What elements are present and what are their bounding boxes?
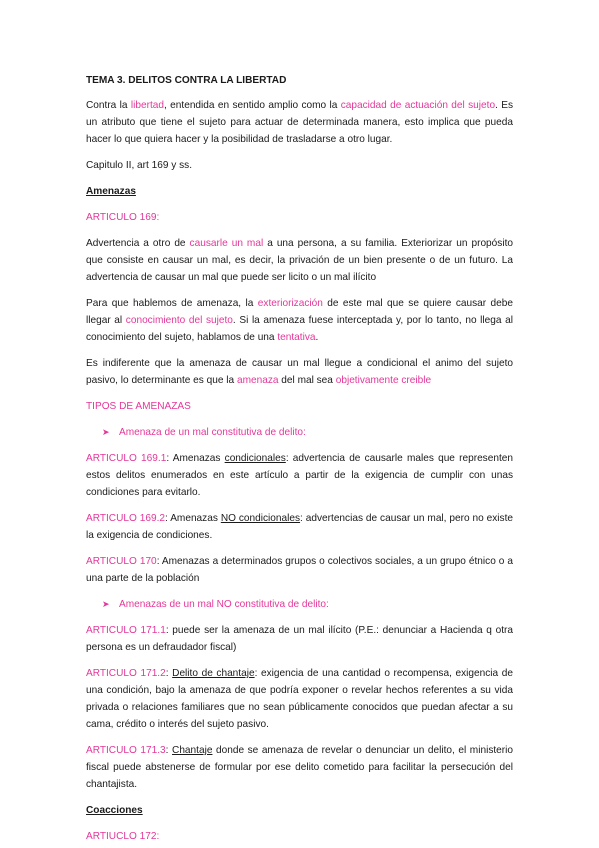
bullet-text: Amenaza de un mal constitutiva de delito:: [119, 427, 306, 438]
text: : exigencia de una cantidad o recompensa, exigencia de una condición, bajo la amenaza de que podría exponer o revelar hechos referentes a su vida privada o relaciones familiares que no sean públicamente conocidos que puedan afectar a su cama, crédito o interés del sujeto pasivo.: [86, 668, 513, 730]
text: : advertencia de causarle males que representen estos delitos enumerados en este artículo a partir de la exigencia de cumplir con unas condiciones para evitarlo.: [86, 453, 513, 498]
arrow-bullet-icon: ➤: [102, 427, 110, 437]
underlined-term: Delito de chantaje: [172, 668, 255, 679]
paragraph-art-169-2: [86, 510, 513, 544]
text: . Si la amenaza fuese interceptada y, por lo tanto, no llega al conocimiento del sujeto, hablamos de una: [86, 315, 513, 343]
text: de este mal que se quiere causar debe llegar al: [86, 298, 513, 326]
arrow-bullet-icon: ➤: [102, 599, 110, 609]
underlined-term: condicionales: [224, 453, 286, 464]
text: : advertencias de causar un mal, pero no existe la exigencia de condiciones.: [86, 513, 514, 541]
article-ref: ARTICULO 169.2: [86, 513, 166, 524]
text: Advertencia a otro de: [86, 238, 190, 249]
bullet-constitutiva: [86, 424, 513, 441]
text: . Es un atributo que tiene el sujeto para actuar de determinada manera, esto implica que pueda hacer lo que quiera hacer y la posibilidad de trasladarse a otro lugar.: [86, 100, 514, 145]
article-ref: ARTICULO 170: [86, 556, 157, 567]
keyword-libertad: libertad: [130, 100, 164, 111]
bullet-text: Amenazas de un mal NO constitutiva de delito:: [119, 599, 329, 610]
text: Es indiferente que la amenaza de causar un mal llegue a condicional el animo del sujeto pasivo, lo determinante es que la: [86, 358, 513, 386]
text: : Amenazas: [165, 513, 221, 524]
article-ref: ARTICULO 171.1: [86, 625, 166, 636]
paragraph-indiferente: [86, 355, 513, 389]
underlined-term: Chantaje: [172, 745, 213, 756]
document-title: TEMA 3. DELITOS CONTRA LA LIBERTAD: [86, 75, 287, 86]
paragraph-art-170: [86, 553, 513, 587]
text: .: [315, 332, 319, 343]
paragraph-advertencia: [86, 235, 513, 286]
paragraph-art-171-1: [86, 622, 513, 656]
article-172-label: ARTIUCLO 172:: [86, 831, 160, 842]
keyword-capacidad: capacidad de actuación del sujeto: [340, 100, 496, 111]
text: :: [165, 745, 173, 756]
article-ref: ARTICULO 169.1: [86, 453, 167, 464]
text: : puede ser la amenaza de un mal ilícito (P.E.: denunciar a Hacienda q otra persona es un defraudador fiscal): [86, 625, 513, 653]
intro-paragraph: [86, 97, 513, 148]
keyword-tentativa: tentativa: [277, 332, 316, 343]
text: a una persona, a su familia. Exteriorizar un propósito que consiste en causar un mal, es decir, la privación de un bien presente o de un futuro. La advertencia de causar un mal que puede ser licito o un mal ilícito: [86, 238, 513, 283]
article-169-label: ARTICULO 169:: [86, 212, 160, 223]
paragraph-art-171-2: [86, 665, 513, 733]
keyword-exteriorizacion: exteriorización: [257, 298, 323, 309]
keyword-causarle: causarle un mal: [189, 238, 264, 249]
text: : Amenazas: [166, 453, 225, 464]
article-ref: ARTICULO 171.3: [86, 745, 166, 756]
types-heading: TIPOS DE AMENAZAS: [86, 401, 191, 412]
text: donde se amenaza de revelar o denunciar un delito, el ministerio fiscal puede abstenerse de formular por ese delito cometido para facilitar la persecución del chantajista.: [86, 745, 513, 790]
paragraph-art-169-1: [86, 450, 513, 501]
keyword-objetivamente: objetivamente creible: [335, 375, 432, 386]
text: :: [165, 668, 173, 679]
paragraph-exteriorizacion: [86, 295, 513, 346]
underlined-term: NO condicionales: [220, 513, 301, 524]
text: Contra la: [86, 100, 131, 111]
text: , entendida en sentido amplio como la: [164, 100, 341, 111]
article-ref: ARTICULO 171.2: [86, 668, 166, 679]
text: Para que hablemos de amenaza, la: [86, 298, 258, 309]
keyword-conocimiento: conocimiento del sujeto: [125, 315, 233, 326]
text: del mal sea: [278, 375, 336, 386]
keyword-amenaza: amenaza: [236, 375, 279, 386]
bullet-no-constitutiva: [86, 596, 513, 613]
chapter-reference: Capitulo II, art 169 y ss.: [86, 160, 193, 171]
section-heading-amenazas: Amenazas: [86, 186, 136, 197]
text: : Amenazas a determinados grupos o colectivos sociales, a un grupo étnico o a una parte de la población: [86, 556, 514, 584]
paragraph-art-171-3: [86, 742, 513, 793]
section-heading-coacciones: Coacciones: [86, 805, 143, 816]
